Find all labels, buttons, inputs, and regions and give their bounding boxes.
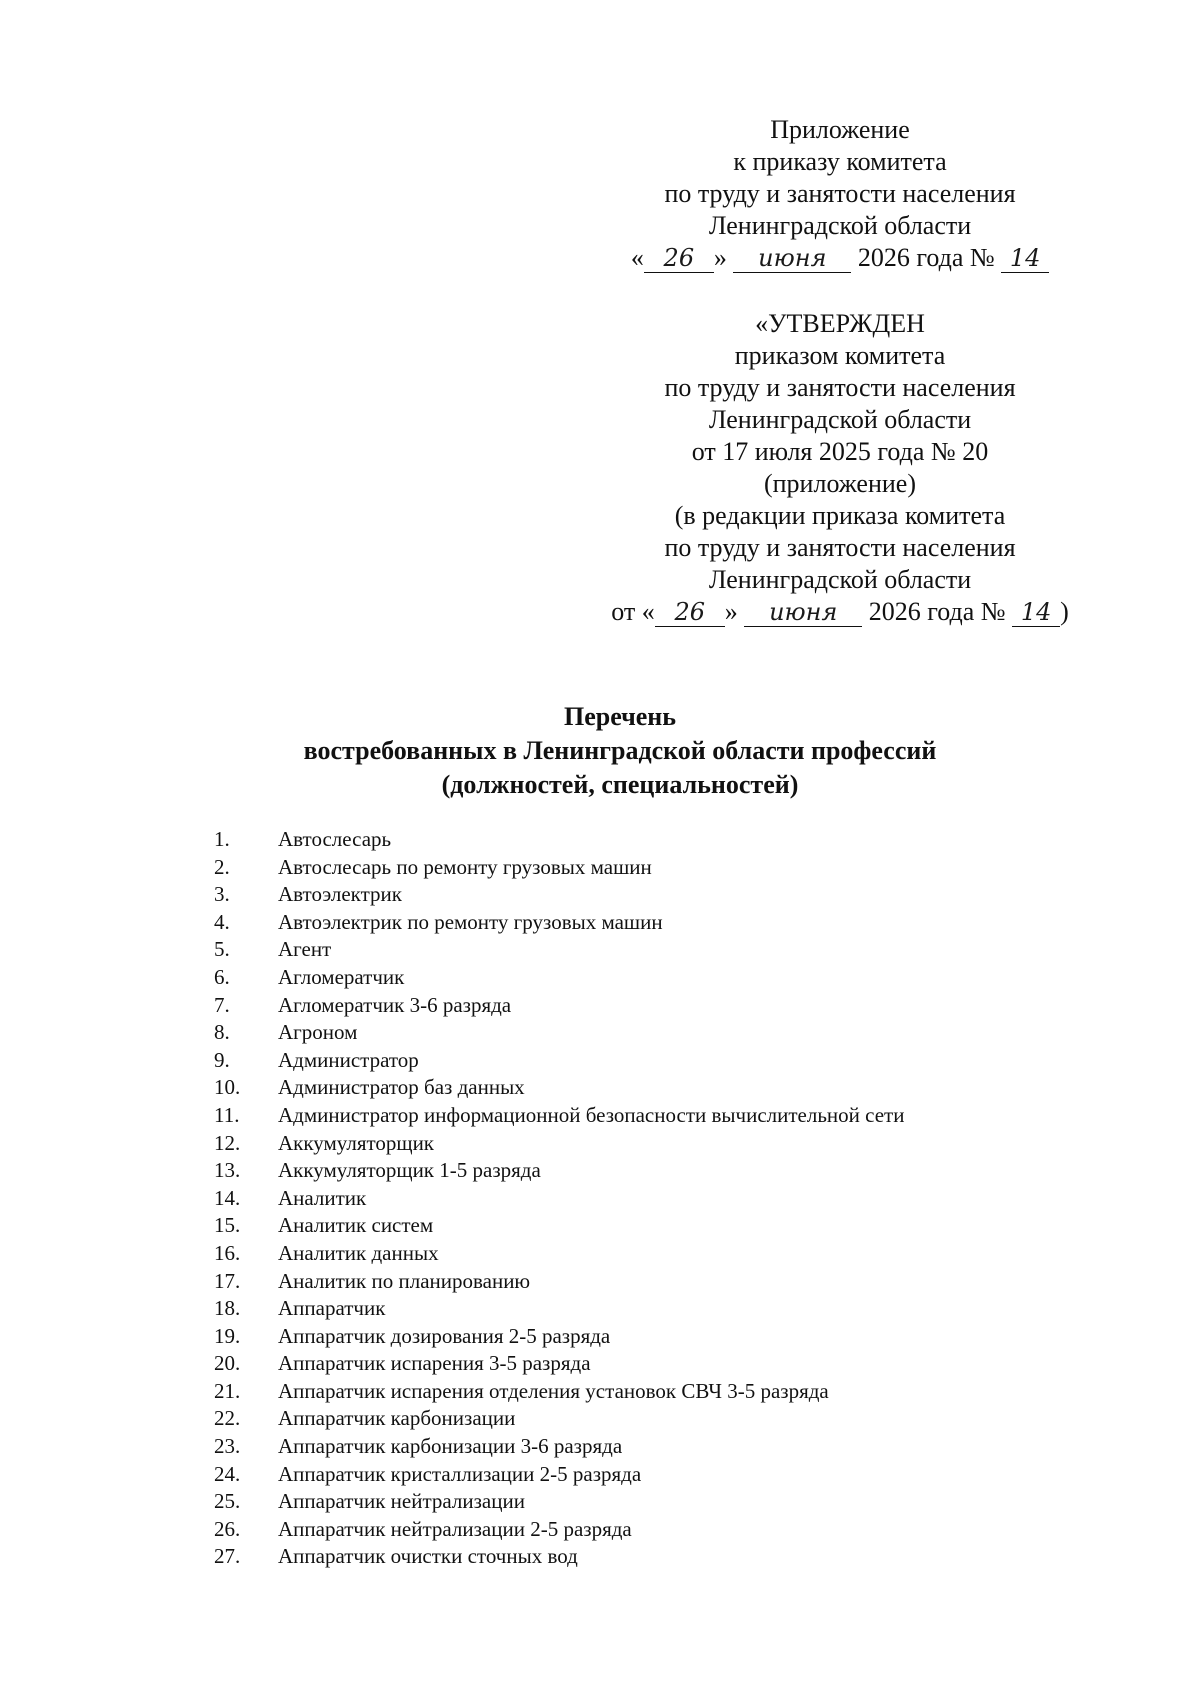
- handwritten-day: 26: [655, 598, 725, 627]
- list-item: [214, 1185, 1114, 1213]
- approved-date-line: [590, 596, 1090, 628]
- list-item-name: Автоэлектрик по ремонту грузовых машин: [278, 909, 663, 934]
- approved-line: по труду и занятости населения: [664, 533, 1016, 562]
- list-item-number: 24.: [214, 1461, 241, 1486]
- list-item: [214, 1350, 1114, 1378]
- list-item-number: 8.: [214, 1020, 230, 1045]
- list-item-name: Администратор информационной безопасности вычислительной сети: [278, 1102, 905, 1127]
- list-item-number: 23.: [214, 1434, 241, 1459]
- list-item-number: 12.: [214, 1130, 241, 1155]
- list-item-number: 20.: [214, 1351, 241, 1376]
- appendix-header: [600, 114, 1080, 274]
- list-item: [214, 1019, 1114, 1047]
- appendix-line: по труду и занятости населения: [664, 179, 1016, 208]
- title-line: востребованных в Ленинградской области профессий: [303, 736, 937, 765]
- list-item: [214, 854, 1114, 882]
- list-item-name: Автослесарь по ремонту грузовых машин: [278, 854, 652, 879]
- list-item-number: 1.: [214, 827, 230, 851]
- list-item-number: 7.: [214, 992, 230, 1017]
- list-item-number: 21.: [214, 1378, 241, 1403]
- title-line: Перечень: [563, 702, 677, 731]
- list-item: [214, 909, 1114, 937]
- list-item-number: 11.: [214, 1102, 240, 1127]
- handwritten-month: июня: [733, 244, 851, 273]
- list-item-name: Агроном: [278, 1020, 358, 1045]
- handwritten-order-number: 14: [1001, 244, 1049, 273]
- list-item: [214, 1240, 1114, 1268]
- list-item-number: 15.: [214, 1213, 241, 1238]
- list-item-name: Аккумуляторщик: [278, 1130, 435, 1155]
- list-item-name: Аппаратчик нейтрализации 2-5 разряда: [278, 1516, 632, 1541]
- list-item-number: 19.: [214, 1323, 241, 1348]
- list-item: [214, 1323, 1114, 1351]
- list-item-name: Аналитик систем: [278, 1213, 434, 1238]
- approved-line: (приложение): [763, 469, 916, 498]
- list-item-number: 14.: [214, 1185, 241, 1210]
- list-item: [214, 1516, 1114, 1544]
- list-item: [214, 1433, 1114, 1461]
- appendix-line: Приложение: [770, 115, 910, 144]
- date-year-label: 2026 года №: [868, 597, 1006, 626]
- approved-line: (в редакции приказа комитета: [674, 501, 1006, 530]
- date-prefix: от «: [611, 597, 655, 626]
- list-item-number: 17.: [214, 1268, 241, 1293]
- list-item-name: Агломератчик: [278, 964, 405, 989]
- appendix-date-line: [600, 242, 1080, 274]
- list-item: [214, 1405, 1114, 1433]
- list-item-number: 2.: [214, 854, 230, 879]
- handwritten-day: 26: [644, 244, 714, 273]
- approved-header: [590, 308, 1090, 628]
- list-item-number: 10.: [214, 1075, 241, 1100]
- list-item-name: Агент: [278, 937, 332, 962]
- list-item: [214, 992, 1114, 1020]
- list-item-name: Аппаратчик кристаллизации 2-5 разряда: [278, 1461, 642, 1486]
- list-item: [214, 1488, 1114, 1516]
- list-item-name: Аппаратчик карбонизации: [278, 1406, 516, 1431]
- date-close-quote: »: [724, 597, 738, 626]
- list-item-number: 25.: [214, 1489, 241, 1514]
- approved-line: Ленинградской области: [708, 405, 972, 434]
- list-item-name: Агломератчик 3-6 разряда: [278, 992, 512, 1017]
- list-item-name: Аппаратчик очистки сточных вод: [278, 1544, 578, 1569]
- appendix-line: Ленинградской области: [708, 211, 972, 240]
- list-item-name: Администратор: [278, 1047, 419, 1072]
- date-year-label: 2026 года №: [857, 243, 995, 272]
- list-item: [214, 1047, 1114, 1075]
- list-item-number: 4.: [214, 909, 230, 934]
- list-item: [214, 1130, 1114, 1158]
- list-item: [214, 1295, 1114, 1323]
- list-item: [214, 1378, 1114, 1406]
- list-item-name: Аппаратчик испарения 3-5 разряда: [278, 1351, 591, 1376]
- approved-line: «УТВЕРЖДЕН: [755, 309, 925, 338]
- list-item-name: Аппаратчик карбонизации 3-6 разряда: [278, 1434, 623, 1459]
- list-item-name: Автоэлектрик: [278, 882, 402, 907]
- list-item: [214, 881, 1114, 909]
- list-item-number: 18.: [214, 1296, 241, 1321]
- list-item: [214, 1074, 1114, 1102]
- list-item: [214, 1157, 1114, 1185]
- list-item-name: Аппаратчик нейтрализации: [278, 1489, 525, 1514]
- list-item-number: 22.: [214, 1406, 241, 1431]
- closing-paren: ): [1060, 597, 1069, 626]
- list-item-number: 3.: [214, 882, 230, 907]
- list-item-number: 5.: [214, 937, 230, 962]
- list-item: [214, 826, 1114, 854]
- title-line: (должностей, специальностей): [441, 770, 799, 799]
- approved-line: от 17 июля 2025 года № 20: [691, 437, 989, 466]
- approved-line: приказом комитета: [734, 341, 946, 370]
- list-item-number: 26.: [214, 1516, 241, 1541]
- date-open-quote: «: [630, 243, 644, 272]
- list-item-number: 27.: [214, 1544, 241, 1569]
- list-item-number: 9.: [214, 1047, 230, 1072]
- list-item: [214, 1102, 1114, 1130]
- professions-list: [214, 826, 1114, 1571]
- document-title: [200, 700, 1040, 802]
- date-close-quote: »: [713, 243, 727, 272]
- list-item-number: 16.: [214, 1240, 241, 1265]
- list-item: [214, 1461, 1114, 1489]
- list-item: [214, 964, 1114, 992]
- appendix-line: к приказу комитета: [733, 147, 947, 176]
- list-item: [214, 936, 1114, 964]
- list-item-name: Аппаратчик: [278, 1296, 386, 1321]
- handwritten-order-number: 14: [1012, 598, 1060, 627]
- list-item-name: Аналитик: [278, 1185, 367, 1210]
- list-item-name: Администратор баз данных: [278, 1075, 525, 1100]
- list-item: [214, 1543, 1114, 1571]
- list-item-number: 13.: [214, 1158, 241, 1183]
- list-item-name: Аналитик данных: [278, 1240, 439, 1265]
- list-item: [214, 1268, 1114, 1296]
- list-item: [214, 1212, 1114, 1240]
- approved-line: по труду и занятости населения: [664, 373, 1016, 402]
- list-item-name: Аппаратчик дозирования 2-5 разряда: [278, 1323, 611, 1348]
- list-item-name: Автослесарь: [278, 827, 392, 851]
- list-item-name: Аккумуляторщик 1-5 разряда: [278, 1158, 541, 1183]
- list-item-number: 6.: [214, 964, 230, 989]
- handwritten-month: июня: [744, 598, 862, 627]
- list-item-name: Аппаратчик испарения отделения установок СВЧ 3-5 разряда: [278, 1378, 829, 1403]
- list-item-name: Аналитик по планированию: [278, 1268, 531, 1293]
- approved-line: Ленинградской области: [708, 565, 972, 594]
